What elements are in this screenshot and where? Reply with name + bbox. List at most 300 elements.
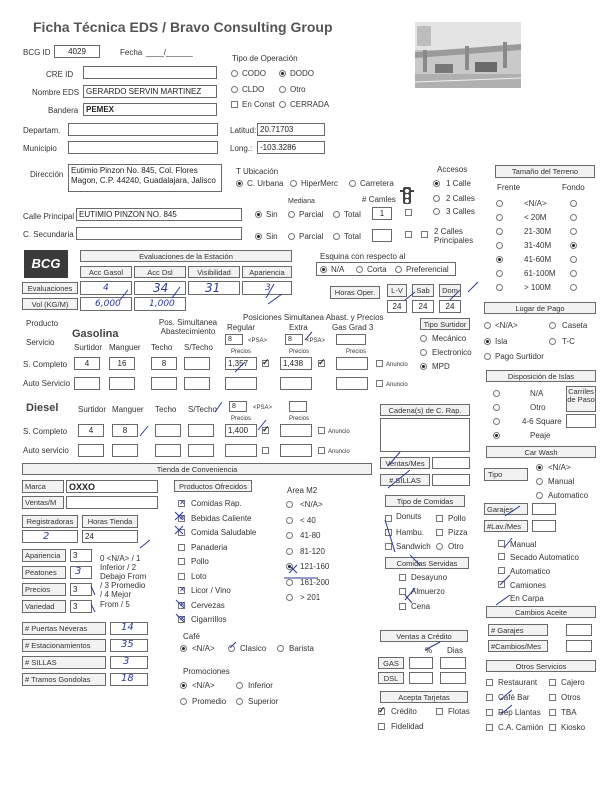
donuts-label: Donuts <box>396 512 422 521</box>
variedad-label: Variedad <box>22 600 66 613</box>
calle-total-radio[interactable] <box>333 211 340 218</box>
sillas-label: # SILLAS <box>22 656 106 669</box>
g-secado-check[interactable] <box>498 553 505 560</box>
tienda-horas-field[interactable]: 24 <box>82 530 138 543</box>
vol-row-label: Vol (KG/M) <box>22 298 78 310</box>
otros-title: Otros Servicios <box>486 660 596 672</box>
eval-col-visib: Visibilidad <box>188 266 240 278</box>
sec-sin-radio[interactable] <box>255 233 262 240</box>
garajes-field[interactable] <box>532 503 556 515</box>
gas-auto-reg[interactable] <box>225 377 257 390</box>
bcg-id-field[interactable]: 4029 <box>54 45 100 58</box>
terreno-fondo-radio[interactable] <box>570 242 577 249</box>
peatones-field[interactable]: 3 <box>70 566 92 579</box>
hambu-check[interactable] <box>385 529 392 536</box>
ventas-sillas-field[interactable] <box>432 474 470 486</box>
otros-cajero-check[interactable] <box>549 679 556 686</box>
cafe-label: Café <box>183 632 200 641</box>
pago-tc-radio[interactable] <box>549 338 556 345</box>
prodof-check[interactable] <box>178 558 185 565</box>
carriles-check[interactable] <box>405 209 412 216</box>
pago-caseta-radio[interactable] <box>549 322 556 329</box>
tsurt-elec-radio[interactable] <box>420 349 427 356</box>
disp-peaje-radio[interactable] <box>493 432 500 439</box>
otros-rep-check[interactable] <box>486 709 493 716</box>
gas-auto-mang[interactable] <box>109 377 135 390</box>
ubic-carretera-radio[interactable] <box>349 180 356 187</box>
gas-auto-surt[interactable] <box>74 377 100 390</box>
dsl-auto-stecho[interactable] <box>188 444 214 457</box>
pago-isla-radio[interactable] <box>484 338 491 345</box>
dsl-pos[interactable]: 8 <box>229 401 247 412</box>
tsurt-elec-label: Electronico <box>432 348 472 357</box>
calle-field[interactable]: EUTIMIO PINZON NO. 845 <box>76 208 242 221</box>
puertas-field[interactable]: 14 <box>110 622 148 635</box>
dsl-auto-surt[interactable] <box>78 444 104 457</box>
horas-val-dom[interactable]: 24 <box>439 300 461 313</box>
promo-inferior-radio[interactable] <box>236 682 243 689</box>
terreno-frente-radio[interactable] <box>496 214 503 221</box>
prodof-item-label: Cervezas <box>191 600 225 610</box>
sec-label: C. Secundaria <box>23 230 74 239</box>
peatones-label: Peatones <box>22 566 66 579</box>
eval-val-visib[interactable]: 31 <box>188 281 240 295</box>
calle-sin-radio[interactable] <box>255 211 262 218</box>
pago-surtidor-radio[interactable] <box>484 353 491 360</box>
terreno-frente-radio[interactable] <box>496 270 503 277</box>
pago-caseta-label: Caseta <box>562 321 588 330</box>
lat-field[interactable]: 20.71703 <box>257 123 325 136</box>
dsl-precio[interactable]: 1,400 <box>225 424 257 437</box>
credito-dsl-pct[interactable] <box>409 672 433 684</box>
lav-label: #Lav./Mes <box>484 520 528 532</box>
promo-superior-radio[interactable] <box>236 698 243 705</box>
hambu-label: Hambu. <box>396 528 425 537</box>
bcg-logo: BCG <box>24 250 68 278</box>
pago-na-radio[interactable] <box>484 322 491 329</box>
gas-auto-ext[interactable] <box>280 377 312 390</box>
cafe-barista-radio[interactable] <box>277 645 284 652</box>
eval-val-accgas[interactable]: 4 <box>80 281 132 295</box>
tienda-ventas-field[interactable] <box>66 496 158 509</box>
horas-col-sab: Sab <box>412 284 434 297</box>
op-otro-label: Otro <box>290 85 306 94</box>
pizza-label: Pizza <box>448 528 468 537</box>
horas-val-lv[interactable]: 24 <box>387 300 407 313</box>
calle-parcial-label: Parcial <box>299 210 324 219</box>
tramos-field[interactable]: 18 <box>110 673 148 686</box>
carwash-na-radio[interactable] <box>536 464 543 471</box>
dsl-precios-2: Precios <box>289 416 310 422</box>
disp-otro-radio[interactable] <box>493 404 500 411</box>
dsl-stecho-val[interactable] <box>188 424 214 437</box>
tsurt-mpd-label: MPD <box>432 362 450 371</box>
apariencia-field[interactable]: 3 <box>70 549 92 562</box>
prodof-check[interactable] <box>178 573 185 580</box>
area-title: Area M2 <box>287 486 318 495</box>
horas-val-sab[interactable]: 24 <box>412 300 434 313</box>
credito-pct: % <box>425 646 433 655</box>
pollo2-label: Pollo <box>448 514 466 523</box>
otros-tba-check[interactable] <box>549 709 556 716</box>
tsurt-title: Tipo Surtidor <box>420 318 470 330</box>
dsl-anuncio-2-check[interactable] <box>318 427 325 434</box>
gas-pos-reg[interactable]: 8 <box>225 334 243 345</box>
acc-2-radio[interactable] <box>433 195 440 202</box>
op-codo-label: CODO <box>242 69 266 78</box>
dsl-stecho: S/Techo <box>188 405 217 414</box>
g-secado-label: Secado Automatico <box>510 553 579 562</box>
disp-sq-label: 4-6 Square <box>522 417 562 426</box>
dsl-auto-anuncio-label: Anuncio <box>328 449 350 455</box>
promo-na-radio[interactable] <box>180 682 187 689</box>
eval-val-accdsl[interactable]: 34 <box>134 281 186 295</box>
apariencia-label: Apariencia <box>22 549 66 562</box>
gas-surtidor: Surtidor <box>74 343 103 352</box>
lav-field[interactable] <box>532 520 556 532</box>
tienda-marca-field[interactable]: OXXO <box>66 480 158 493</box>
prodof-check[interactable]: ✕ <box>179 585 186 594</box>
gas-precio-grad[interactable] <box>336 357 368 370</box>
promo-promedio-radio[interactable] <box>180 698 187 705</box>
disp-carriles-field[interactable] <box>566 414 596 428</box>
tsurt-mpd-radio[interactable] <box>420 363 427 370</box>
estantes-field[interactable]: 35 <box>110 639 148 652</box>
terreno-fondo-radio[interactable] <box>570 228 577 235</box>
dsl-surtidor: Surtidor <box>78 405 107 414</box>
g-manual-check[interactable] <box>498 540 505 547</box>
precios-field[interactable]: 3 <box>70 583 92 596</box>
cafe-na-radio[interactable] <box>180 645 187 652</box>
terreno-frente-radio[interactable] <box>496 228 503 235</box>
esq-pref-label: Preferencial <box>406 265 449 274</box>
eval-col-accgas: Acc Gasol <box>80 266 132 278</box>
gas-auto-anuncio-check[interactable] <box>376 380 383 387</box>
gas-extra: Extra <box>289 323 308 332</box>
dsl-mang-val[interactable]: 8 <box>112 424 138 437</box>
carriles-field[interactable]: 1 <box>372 207 392 220</box>
dsl-scompleto: S. Completo <box>23 427 68 436</box>
terreno-frente-radio[interactable] <box>496 256 503 263</box>
terreno-option-label: 21-30M <box>524 227 552 236</box>
gas-auto-stecho[interactable] <box>184 377 210 390</box>
esq-title: Esquina con respecto al <box>320 252 406 261</box>
long-label: Long.: <box>230 144 253 153</box>
otro-com-radio[interactable] <box>436 543 443 550</box>
prodof-item-label: Cigarrillos <box>191 615 227 624</box>
terreno-fondo-radio[interactable] <box>570 270 577 277</box>
page-title: Ficha Técnica EDS / Bravo Consulting Group <box>33 19 333 35</box>
sillas-field[interactable]: 3 <box>110 656 148 669</box>
ventas-mes-label: Ventas/Mes <box>380 457 430 469</box>
sec-carriles-check[interactable] <box>405 231 412 238</box>
eval-val-apar[interactable]: 3 <box>242 281 292 295</box>
dsl-auto-precio-2[interactable] <box>280 444 312 457</box>
cena-check[interactable] <box>399 603 406 610</box>
gas-auto-grad[interactable] <box>336 377 368 390</box>
depto-field[interactable] <box>68 123 218 136</box>
gas-manguer-val[interactable]: 16 <box>109 357 135 370</box>
flotas-check[interactable] <box>436 708 443 715</box>
municipio-field[interactable] <box>68 141 218 154</box>
area-option-label: > 201 <box>300 593 321 602</box>
cafe-clasico-radio[interactable] <box>228 645 235 652</box>
precios-label: Precios <box>22 583 66 596</box>
prodof-item-label: Comida Saludable <box>191 528 257 537</box>
sec-carriles-field[interactable] <box>372 229 392 242</box>
terreno-option-label: < 20M <box>524 213 547 222</box>
gas-techo: Techo <box>151 343 173 352</box>
aceite-cambios: #Cambios/Mes <box>488 640 548 652</box>
otros-otros-check[interactable] <box>549 694 556 701</box>
gas-manguer: Manguer <box>109 343 141 352</box>
eval-title: Evaluaciones de la Estación <box>80 250 292 262</box>
prodof-check[interactable] <box>178 544 185 551</box>
cafe-clasico-label: Clasico <box>240 644 267 653</box>
bcg-id-label: BCG ID <box>23 48 51 57</box>
horas-label: Horas Oper. <box>330 286 380 299</box>
terreno-option-label: > 100M <box>524 283 551 292</box>
area-radio[interactable] <box>286 532 293 539</box>
lat-label: Latitud: <box>230 126 257 135</box>
tcred-check[interactable]: ✓ <box>378 705 386 715</box>
sec-total-label: Total <box>344 232 361 241</box>
dsl-auto-anuncio-check[interactable] <box>262 447 269 454</box>
gas-precios-grad: Precios <box>346 349 367 355</box>
terreno-option-label: 31-40M <box>524 241 552 250</box>
gas-producto: Producto <box>26 319 59 328</box>
almuerzo-check[interactable] <box>399 588 406 595</box>
gas-pos-ext[interactable]: 8 <box>285 334 303 345</box>
area-radio[interactable] <box>286 501 293 508</box>
prodof-check[interactable]: ✕ <box>179 512 186 522</box>
terreno-frente-radio[interactable] <box>496 284 503 291</box>
calle-parcial-radio[interactable] <box>288 211 295 218</box>
dsl-auto-anuncio-2-check[interactable] <box>318 447 325 454</box>
dir-label: Dirección <box>30 170 64 179</box>
pago-isla-label: Isla <box>495 337 508 346</box>
gas-pos-grad[interactable] <box>336 334 366 345</box>
gas-anuncio-ext-check[interactable]: ✓ <box>318 357 326 367</box>
gas-precios-ext: Precios <box>289 349 310 355</box>
otros-cajero-label: Cajero <box>561 678 585 687</box>
terreno-fondo-radio[interactable] <box>570 200 577 207</box>
tienda-horas-label: Horas Tienda <box>82 515 138 528</box>
esq-corta-radio[interactable] <box>356 266 363 273</box>
op-otro-radio[interactable] <box>279 86 286 93</box>
area-radio[interactable] <box>286 517 293 524</box>
terreno-fondo-radio[interactable] <box>570 214 577 221</box>
vol-gas[interactable]: 6,000 <box>80 297 132 311</box>
gas-psa-reg: <PSA> <box>248 338 268 344</box>
otros-camion-check[interactable] <box>486 724 493 731</box>
mediana-label: Mediana <box>288 198 315 205</box>
dir-field[interactable] <box>68 164 222 192</box>
vol-dsl[interactable]: 1,000 <box>134 297 186 311</box>
credito-gas-dias[interactable] <box>440 657 466 669</box>
g-auto-check[interactable] <box>498 567 505 574</box>
acc-title: Accesos <box>437 165 468 174</box>
carwash-title: Car Wash <box>486 446 596 458</box>
g-encarpa-label: En Carpa <box>510 594 544 603</box>
ubic-hiper-radio[interactable] <box>290 180 297 187</box>
ubic-urbana-label: C. Urbana <box>247 179 284 188</box>
gas-stecho-val[interactable] <box>184 357 210 370</box>
prodof-check[interactable]: ✕ <box>179 599 186 609</box>
gas-precio-ext[interactable]: 1,438 <box>280 357 312 370</box>
terreno-frente-radio[interactable] <box>496 242 503 249</box>
promo-promedio-label: Promedio <box>192 697 227 706</box>
ubic-urbana-radio[interactable] <box>236 180 243 187</box>
cafe-barista-label: Barista <box>289 644 314 653</box>
sec-total-radio[interactable] <box>333 233 340 240</box>
donuts-check[interactable] <box>385 515 392 522</box>
credito-gas-pct[interactable] <box>409 657 433 669</box>
aceite-cambios-field[interactable] <box>566 640 592 652</box>
dsl-pos-2[interactable] <box>289 401 307 412</box>
prodof-check[interactable] <box>178 529 185 536</box>
carwash-auto-radio[interactable] <box>536 492 543 499</box>
acc-2-label: 2 Calles <box>446 194 475 203</box>
otros-kiosko-label: Kiosko <box>561 723 586 732</box>
cre-field[interactable] <box>83 66 217 79</box>
op-dodo-radio[interactable] <box>279 70 286 77</box>
gas-anuncio-reg-check[interactable]: ✓ <box>262 357 270 367</box>
desayuno-check[interactable] <box>399 574 406 581</box>
gas-precio-reg[interactable]: 1,357 <box>225 357 257 370</box>
gas-techo-val[interactable]: 8 <box>151 357 177 370</box>
credito-dsl-dias[interactable] <box>440 672 466 684</box>
area-radio[interactable] <box>286 548 293 555</box>
op-enconst-check[interactable] <box>231 101 238 108</box>
gas-anuncio-grad-check[interactable] <box>376 360 383 367</box>
carwash-tipo: Tipo <box>484 468 528 481</box>
nombre-label: Nombre EDS <box>32 88 80 97</box>
long-field[interactable]: -103.3286 <box>257 141 325 154</box>
op-cerrada-radio[interactable] <box>279 101 286 108</box>
ventas-mes-field[interactable] <box>432 457 470 469</box>
promo-inferior-label: Inferior <box>248 681 273 690</box>
acc-3-radio[interactable] <box>433 208 440 215</box>
prodof-check[interactable]: ✕ <box>179 498 186 507</box>
otros-cafe-label: Café Bar <box>498 693 530 702</box>
dsl-auto-mang[interactable] <box>112 444 138 457</box>
dsl-precio-2[interactable] <box>280 424 312 437</box>
area-radio[interactable] <box>286 579 293 586</box>
sandwich-check[interactable] <box>385 543 392 550</box>
esq-na-radio[interactable] <box>320 266 327 273</box>
ventas-sillas-label: # SILLAS <box>380 474 430 486</box>
dsl-techo: Techo <box>155 405 177 414</box>
disp-sq-radio[interactable] <box>493 418 500 425</box>
g-camiones-check[interactable] <box>498 581 505 588</box>
nombre-field[interactable]: GERARDO SERVIN MARTINEZ <box>83 85 217 98</box>
acc-3-label: 3 Calles <box>446 207 475 216</box>
acc-2p-check[interactable] <box>421 231 428 238</box>
carwash-manual-label: Manual <box>548 477 575 486</box>
pizza-check[interactable] <box>436 529 443 536</box>
aceite-garajes-field[interactable] <box>566 624 592 636</box>
terreno-fondo-radio[interactable] <box>570 256 577 263</box>
dsl-techo-val[interactable] <box>155 424 181 437</box>
gas-auto-techo[interactable] <box>151 377 177 390</box>
acc-1-radio[interactable] <box>433 180 440 187</box>
terreno-fondo-radio[interactable] <box>570 284 577 291</box>
otros-rest-check[interactable] <box>486 679 493 686</box>
area-option-label: 161-200 <box>300 577 330 587</box>
camiles-label: # Camles <box>362 195 396 204</box>
esq-pref-radio[interactable] <box>395 266 402 273</box>
area-radio[interactable] <box>286 563 293 570</box>
fecha-value[interactable]: ____/______ <box>146 48 193 57</box>
carwash-na-label: <N/A> <box>548 463 571 472</box>
terreno-frente: Frente <box>497 183 521 192</box>
flotas-label: Flotas <box>448 707 470 716</box>
terreno-frente-radio[interactable] <box>496 200 503 207</box>
credito-title: Ventas a Crédito <box>380 630 468 642</box>
op-codo-radio[interactable] <box>231 70 238 77</box>
dir-line-2: Magon, C.P. 44240, Guadalajara, Jalisco <box>71 176 216 185</box>
tsurt-mec-radio[interactable] <box>420 335 427 342</box>
area-radio[interactable] <box>286 594 293 601</box>
credito-dias: Dias <box>447 646 464 655</box>
gas-surtidor-val[interactable]: 4 <box>74 357 100 370</box>
carwash-manual-radio[interactable] <box>536 478 543 485</box>
tienda-reg-field[interactable]: 2 <box>22 530 78 543</box>
prodof-check[interactable]: ✕ <box>179 614 186 623</box>
terreno-title: Tamaño del Terreno <box>495 165 595 178</box>
otros-kiosko-check[interactable] <box>549 724 556 731</box>
pago-tc-label: T-C <box>562 337 575 346</box>
almuerzo-label: Almuerzo <box>411 587 445 596</box>
credito-dsl-label: DSL <box>378 672 404 684</box>
tienda-marca-label: Marca <box>22 480 64 493</box>
sec-field[interactable] <box>76 227 242 240</box>
dsl-surt-val[interactable]: 4 <box>78 424 104 437</box>
gas-anuncio-label: Anuncio <box>386 362 408 368</box>
prodof-item-label: Pollo <box>191 557 209 566</box>
variedad-field[interactable]: 3 <box>70 600 92 613</box>
prodof-item-label: Bebidas Caliente <box>191 513 252 523</box>
scale-6: From / 5 <box>100 600 130 609</box>
area-option-label: 81-120 <box>300 546 325 556</box>
dsl-auto: Auto servicio <box>23 446 69 455</box>
area-option-label: < 40 <box>300 515 316 525</box>
prodof-item-label: Comidas Rap. <box>191 499 242 508</box>
cadena-field[interactable] <box>380 418 470 452</box>
g-manual-label: Manual <box>510 540 537 549</box>
gas-auto: Auto Servicio <box>23 379 71 388</box>
fecha-label: Fecha <box>120 48 143 57</box>
op-cldo-radio[interactable] <box>231 86 238 93</box>
acc-2p-label: 2 Calles Principales <box>434 227 474 245</box>
dsl-auto-techo[interactable] <box>155 444 181 457</box>
pollo2-check[interactable] <box>436 515 443 522</box>
bandera-field[interactable]: PEMEX <box>83 103 217 116</box>
sec-parcial-radio[interactable] <box>288 233 295 240</box>
dsl-anuncio-check[interactable]: ✓ <box>262 424 270 434</box>
dsl-auto-precio[interactable] <box>225 444 257 457</box>
otros-cafe-check[interactable] <box>486 694 493 701</box>
dir-line-1: Eutimio Pinzon No. 845, Col. Flores <box>71 166 198 175</box>
aceite-title: Cambios Aceite <box>486 606 596 618</box>
fidelidad-check[interactable] <box>378 723 385 730</box>
scale-1: 0 <N/A> / 1 <box>100 554 141 563</box>
disp-na-radio[interactable] <box>493 390 500 397</box>
otro-com-label: Otro <box>448 542 464 551</box>
gas-servicio: Servicio <box>26 338 55 347</box>
gas-regular: Regular <box>227 323 256 332</box>
